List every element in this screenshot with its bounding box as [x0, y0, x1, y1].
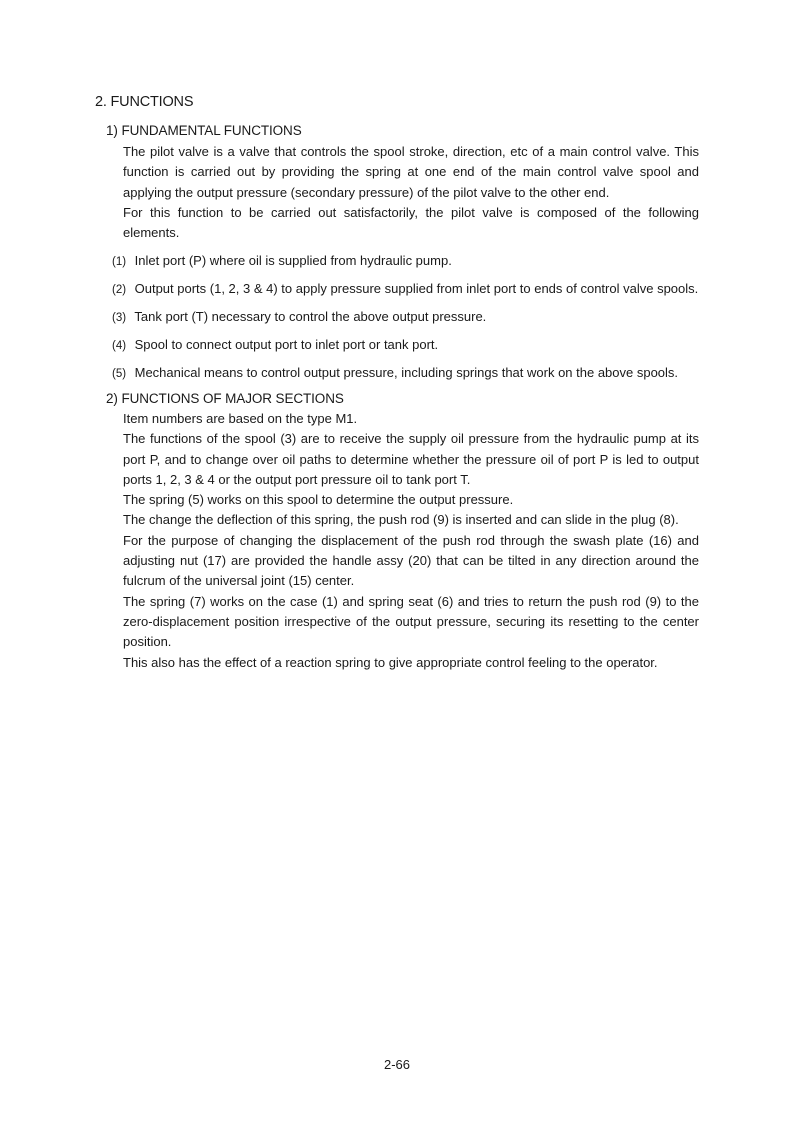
major-sections-heading: 2) FUNCTIONS OF MAJOR SECTIONS — [106, 391, 344, 406]
fundamental-paragraph: For this function to be carried out satisfactorily, the pilot valve is composed of the following elements. — [123, 204, 699, 241]
page-number: 2-66 — [383, 1057, 411, 1072]
list-item-number: (4) — [112, 340, 127, 352]
section-title: 2. FUNCTIONS — [95, 94, 194, 110]
major-paragraph: This also has the effect of a reaction spring to give appropriate control feeling to the operator. — [123, 654, 658, 670]
major-paragraph: The spring (5) works on this spool to determine the output pressure. — [123, 492, 514, 508]
list-item-text: Inlet port (P) where oil is supplied from hydraulic pump. — [134, 253, 452, 268]
major-paragraph: For the purpose of changing the displacement of the push rod through the swash plate (16) and adjusting nut (17) are provided the handle assy (20) that can be tilted in any direction around the fulcrum of the universal joint (15) center. — [123, 532, 699, 589]
list-item-number: (1) — [112, 256, 127, 268]
list-item-number: (3) — [112, 312, 127, 324]
fundamental-functions-heading: 1) FUNDAMENTAL FUNCTIONS — [106, 123, 302, 138]
list-item — [112, 307, 702, 328]
fundamental-paragraph: The pilot valve is a valve that controls the spool stroke, direction, etc of a main control valve. This function is carried out by providing the spring at one end of the main control valve spool and applying the output pressure (secondary pressure) of the pilot valve to the other end. — [123, 144, 699, 200]
item-numbers-note: Item numbers are based on the type M1. — [123, 411, 358, 426]
list-item — [112, 335, 702, 356]
list-item — [112, 279, 702, 300]
list-item-text: Mechanical means to control output pressure, including springs that work on the above spools. — [134, 365, 679, 380]
list-item-number: (5) — [112, 368, 127, 380]
fundamental-functions-body — [123, 142, 699, 243]
major-paragraph: The functions of the spool (3) are to receive the supply oil pressure from the hydraulic pump at its port P, and to change over oil paths to determine whether the pressure oil of port P is led to output ports 1, 2, 3 & 4 or the output port pressure oil to tank port T. — [123, 431, 699, 487]
major-paragraph: The change the deflection of this spring, the push rod (9) is inserted and can slide in the plug (8). — [123, 512, 679, 528]
major-sections-body — [123, 409, 699, 673]
list-item-text: Output ports (1, 2, 3 & 4) to apply pressure supplied from inlet port to ends of control valve spools. — [134, 281, 699, 296]
list-item — [112, 363, 702, 384]
list-item-text: Spool to connect output port to inlet port or tank port. — [134, 337, 439, 352]
list-item-text: Tank port (T) necessary to control the above output pressure. — [134, 309, 487, 324]
list-item-number: (2) — [112, 284, 127, 296]
major-paragraph: The spring (7) works on the case (1) and spring seat (6) and tries to return the push rod (9) to the zero-displacement position irrespective of the output pressure, securing its resetting to the center position. — [123, 593, 699, 650]
list-item — [112, 251, 702, 272]
